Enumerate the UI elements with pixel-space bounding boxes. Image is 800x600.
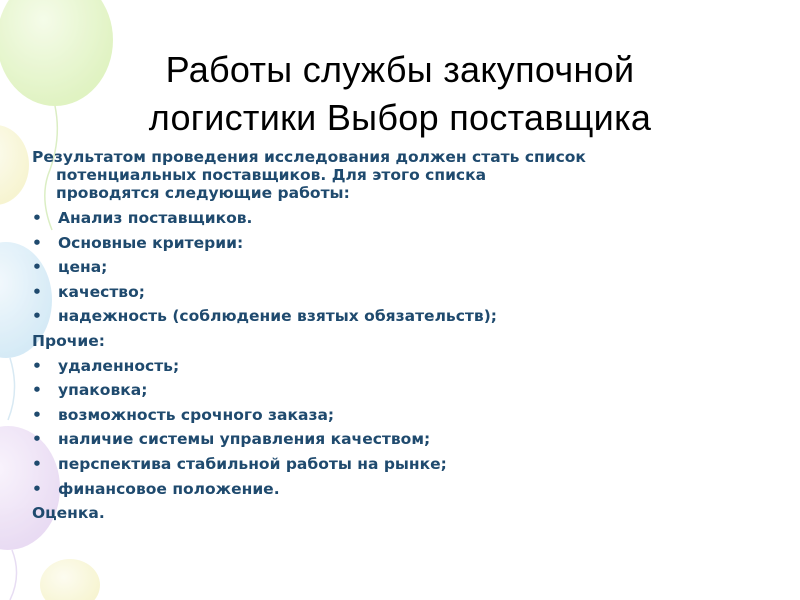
- closing-line: Оценка.: [32, 504, 105, 523]
- title-line: логистики Выбор поставщика: [148, 97, 652, 139]
- slide-title: [40, 46, 760, 142]
- bullet-icon: •: [32, 233, 42, 252]
- list-item: • наличие системы управления качеством;: [32, 427, 772, 452]
- intro-line: Результатом проведения исследования должен стать список: [32, 148, 586, 166]
- intro-paragraph: [32, 148, 772, 202]
- list-item: • качество;: [32, 280, 772, 305]
- list-item: • возможность срочного заказа;: [32, 403, 772, 428]
- bullet-icon: •: [32, 307, 42, 326]
- bullet-icon: •: [32, 381, 42, 400]
- intro-line: проводятся следующие работы:: [56, 184, 350, 202]
- list-item: • удаленность;: [32, 354, 772, 379]
- bullet-icon: •: [32, 356, 42, 375]
- bullet-icon: •: [32, 282, 42, 301]
- bullet-icon: •: [32, 430, 42, 449]
- title-line: Работы службы закупочной: [165, 49, 635, 91]
- list-item: • Основные критерии:: [32, 231, 772, 256]
- bullet-icon: •: [32, 209, 42, 227]
- list-item: • финансовое положение.: [32, 477, 772, 502]
- list-item: • цена;: [32, 255, 772, 280]
- other-heading: Прочие:: [32, 331, 105, 350]
- bullet-icon: •: [32, 454, 42, 473]
- list-item: • надежность (соблюдение взятых обязательств);: [32, 304, 772, 329]
- list-item: • Анализ поставщиков.: [32, 206, 772, 231]
- list-item: • упаковка;: [32, 378, 772, 403]
- balloon-yellow-top: [0, 125, 29, 205]
- criteria-list: [32, 206, 772, 329]
- slide-body: [32, 148, 772, 526]
- bullet-icon: •: [32, 479, 42, 498]
- other-list: [32, 354, 772, 502]
- balloon-yellow-bottom: [40, 559, 100, 600]
- list-item: • перспектива стабильной работы на рынке;: [32, 452, 772, 477]
- intro-line: потенциальных поставщиков. Для этого списка: [56, 166, 487, 184]
- bullet-icon: •: [32, 258, 42, 277]
- bullet-icon: •: [32, 405, 42, 424]
